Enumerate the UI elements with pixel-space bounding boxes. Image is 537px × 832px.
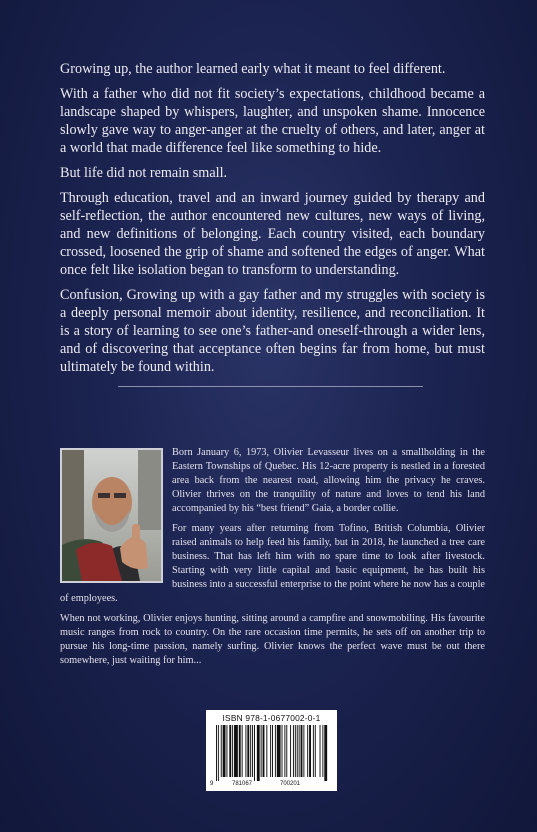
blurb-paragraph: But life did not remain small. (60, 165, 228, 181)
barcode-digits-left: 781067 (232, 781, 253, 787)
blurb-paragraph: Through education, travel and an inward journey guided by therapy and self-reflection, the author encountered new cultures, new ways of living, and new definitions of belonging. Each country visited, each boundary crossed, loosened the grip of shame and softened the edges of anger. What once felt like isolation began to transform to understanding. (60, 190, 485, 278)
bio-paragraph: When not working, Olivier enjoys hunting, sitting around a campfire and snowmobiling. His favourite music ranges from rock to country. On the rare occasion time permits, he sets off on another trip to pursue his long-time passion, namely surfing. Olivier knows the perfect wave must be out there somewhere, just waiting for him... (60, 613, 485, 666)
isbn-label: ISBN 978-1-0677002-0-1 (222, 713, 321, 723)
blurb-paragraph: Growing up, the author learned early what it meant to feel different. (60, 61, 446, 77)
blurb-paragraph: With a father who did not fit society’s expectations, childhood became a landscape shaped by whispers, laughter, and unspoken shame. Innocence slowly gave way to anger-anger at the cruelty of others, and later, anger at a world that made difference feel like something to hide. (60, 86, 485, 156)
barcode-digits-right: 700201 (280, 781, 301, 787)
divider-line (118, 386, 423, 387)
barcode-digits (212, 781, 331, 789)
isbn-barcode (206, 710, 337, 791)
bio-paragraph: For many years after returning from Tofino, British Columbia, Olivier raised animals to help feed his family, but in 2018, he launched a tree care business. That has left him with no spare time to look after livestock. Starting with very little capital and basic equipment, he has built his business into a successful enterprise to the point where he now has a couple of employees. (60, 523, 485, 604)
blurb-paragraph: Confusion, Growing up with a gay father and my struggles with society is a deeply personal memoir about identity, resilience, and reconciliation. It is a story of learning to see one’s father-and oneself-through a wider lens, and of discovering that acceptance often begins far from home, but must ultimately be found within. (60, 287, 485, 375)
author-bio (60, 446, 485, 674)
bio-paragraph: Born January 6, 1973, Olivier Levasseur lives on a smallholding in the Eastern Townships of Quebec. His 12-acre property is nestled in a forested area back from the nearest road, allowing him the privacy he craves. Olivier thrives on the tranquility of nature and loves to tend his land accompanied by his “best friend” Gaia, a border collie. (172, 447, 485, 514)
barcode-digit-lead: 9 (210, 781, 214, 787)
cover-blurb (60, 60, 485, 383)
barcode-icon (214, 725, 329, 781)
